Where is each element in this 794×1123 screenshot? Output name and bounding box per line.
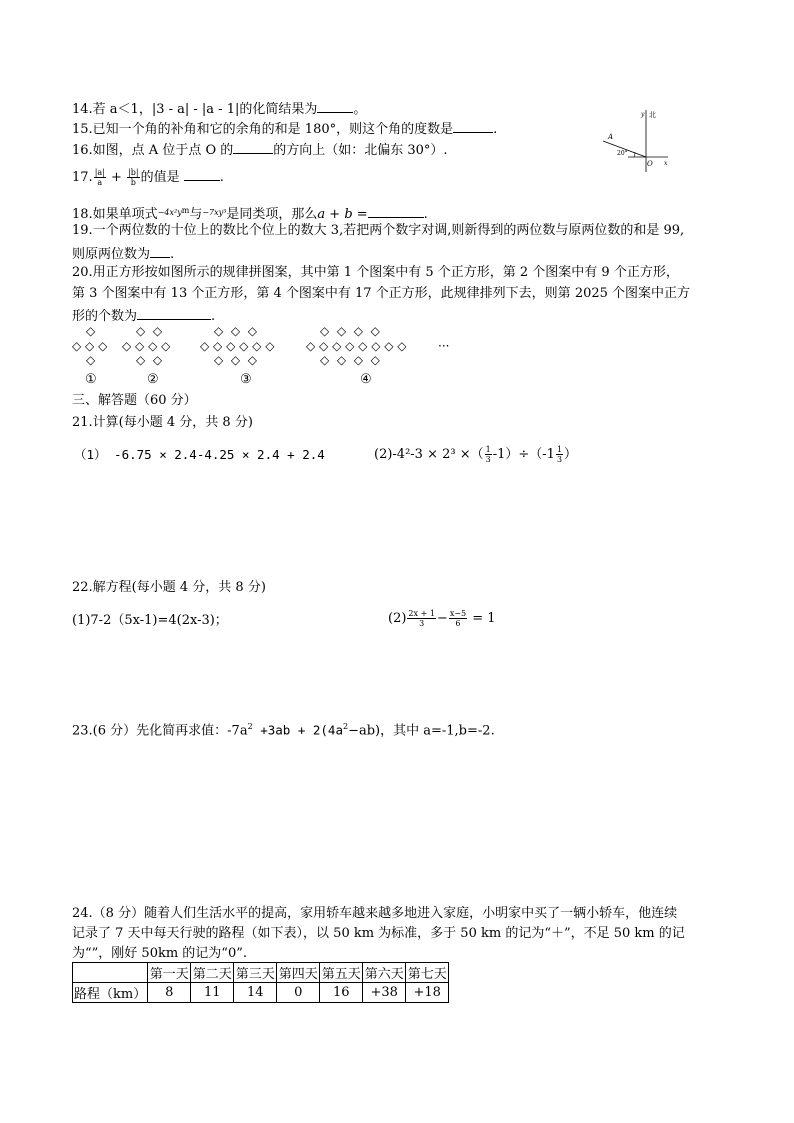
diamond-row: ◇ ◇ ◇ ◇ — [320, 324, 380, 338]
answer-blank[interactable] — [150, 244, 170, 258]
question-15: 15.已知一个角的补角和它的余角的和是 180°，则这个角的度数是 . — [72, 119, 497, 138]
diamond-row: ◇ ◇ ◇ — [72, 339, 108, 353]
answer-blank[interactable] — [317, 99, 353, 113]
question-23: 23.(6 分）先化简再求值：$-7a^2 +3ab + 2(4a^2-ab)$，其中 a=-1,b=-2. — [72, 722, 495, 739]
origin-label: O — [647, 160, 653, 168]
section-heading: 三、解答题（60 分） — [72, 393, 197, 408]
y-label: y — [641, 111, 645, 118]
question-22-part2: (2) $\frac{2x + 1}{3}$ − $\frac{x-5}{6}$ = 1 — [388, 609, 496, 628]
question-21-part1: （1） -6.75 × 2.4-4.25 × 2.4 + 2.4 — [74, 447, 325, 462]
question-16: 16.如图，点 A 位于点 O 的 的方向上（如：北偏东 30°）. — [72, 140, 448, 159]
answer-blank[interactable] — [137, 306, 211, 320]
pattern-label: ④ — [360, 372, 372, 387]
pattern-label: ③ — [240, 372, 252, 387]
table-row-label: 路程（km） — [73, 983, 148, 1003]
question-24: 24.（8 分）随着人们生活水平的提高，家用轿车越来越多地进入家庭，小明家中买了一辆小轿车，他连续 记录了 7 天中每天行驶的路程（如下表），以 50 km 为标准，多于 50 km 的记为“＋”，不足 50 km 的记 为“”，刚好 50km 的记为“0”. — [72, 906, 685, 961]
table-header-cell: 第二天 — [191, 963, 234, 983]
table-header-cell: 第七天 — [406, 963, 449, 983]
diamond-row: ◇ ◇ ◇ ◇ ◇ ◇ ◇ ◇ — [306, 339, 407, 353]
fraction: $\frac{x-5}{6}$ — [449, 609, 467, 628]
question-20: 20.用正方形按如图所示的规律拼图案，其中第 1 个图案中有 5 个正方形，第 2 个图案中有 9 个正方形， 第 3 个图案中有 13 个正方形，第 4 个图案中有 17 个正方形，此规律排列下去，则第 2025 个图案中正方 形的个数为 . — [72, 265, 691, 324]
question-17: 17. $\frac{|a|}{a}$ + $\frac{|b|}{b}$ 的值是 . — [72, 168, 224, 187]
angle-label: 20° — [617, 150, 628, 157]
question-22-part1: (1)7-2（5x-1)=4(2x-3)； — [72, 613, 228, 628]
north-label: 北 — [649, 111, 656, 119]
answer-blank[interactable] — [233, 140, 273, 154]
answer-blank[interactable] — [184, 167, 220, 181]
diamond-row: ◇ ◇ — [136, 353, 163, 367]
pattern-label: ② — [147, 372, 159, 387]
mileage-table — [72, 962, 449, 1003]
table-header-cell — [73, 963, 148, 983]
compass-diagram — [598, 106, 672, 176]
table-row — [73, 983, 449, 1003]
question-14: 14.若 a＜1，|3 - a| - |a - 1|的化简结果为 。 — [72, 99, 366, 118]
fraction: $\frac{1}{3}$ — [556, 445, 563, 464]
table-cell: 14 — [234, 983, 277, 1003]
diamond-row: ◇ ◇ ◇ — [214, 353, 257, 367]
question-19: 19.一个两位数的十位上的数比个位上的数大 3,若把两个数字对调,则新得到的两位数与原两位数的和是 99, 则原两位数为 . — [72, 223, 685, 262]
diamond-row: ◇ ◇ — [136, 324, 163, 338]
diamond-row: ◇ ◇ ◇ ◇ ◇ ◇ — [200, 339, 275, 353]
table-header-cell: 第一天 — [148, 963, 191, 983]
diamond: ◇ — [86, 353, 96, 367]
diamond-row: ◇ ◇ ◇ ◇ — [122, 339, 171, 353]
table-cell: 0 — [277, 983, 320, 1003]
fraction: $\frac{2x + 1}{3}$ — [408, 609, 435, 628]
fraction: $\frac{1}{3}$ — [485, 445, 491, 464]
table-header-cell: 第五天 — [320, 963, 363, 983]
question-21-part2: (2)-4²-3 × 2³ ×（ $\frac{1}{3}$ -1）÷（-1 $\frac{1}{3}$ ） — [374, 445, 578, 464]
answer-blank[interactable] — [368, 204, 424, 218]
answer-blank[interactable] — [453, 119, 493, 133]
table-cell: 11 — [191, 983, 234, 1003]
x-label: x — [664, 160, 668, 167]
fraction: $\frac{|b|}{b}$ — [128, 168, 139, 187]
table-header-cell: 第三天 — [234, 963, 277, 983]
table-header-row — [73, 963, 449, 983]
question-18: 18.如果单项式$^{-4x^2ym}$与$^{-7xy^3}$是同类项，那么a + b = . — [72, 206, 428, 222]
diamond-row: ◇ ◇ ◇ ◇ — [320, 353, 380, 367]
point-a-label: A — [608, 133, 614, 141]
diamond-row: ◇ ◇ ◇ — [214, 324, 257, 338]
table-header-cell: 第四天 — [277, 963, 320, 983]
table-header-cell: 第六天 — [363, 963, 406, 983]
table-cell: 16 — [320, 983, 363, 1003]
pattern-label: ① — [85, 372, 97, 387]
table-cell: 8 — [148, 983, 191, 1003]
question-22-title: 22.解方程(每小题 4 分，共 8 分) — [72, 580, 266, 595]
table-cell: +38 — [363, 983, 406, 1003]
fraction: $\frac{|a|}{a}$ — [94, 168, 105, 187]
question-21-title: 21.计算(每小题 4 分，共 8 分) — [72, 415, 253, 430]
ellipsis: ··· — [438, 339, 450, 353]
table-cell: +18 — [406, 983, 449, 1003]
diamond: ◇ — [86, 324, 96, 338]
